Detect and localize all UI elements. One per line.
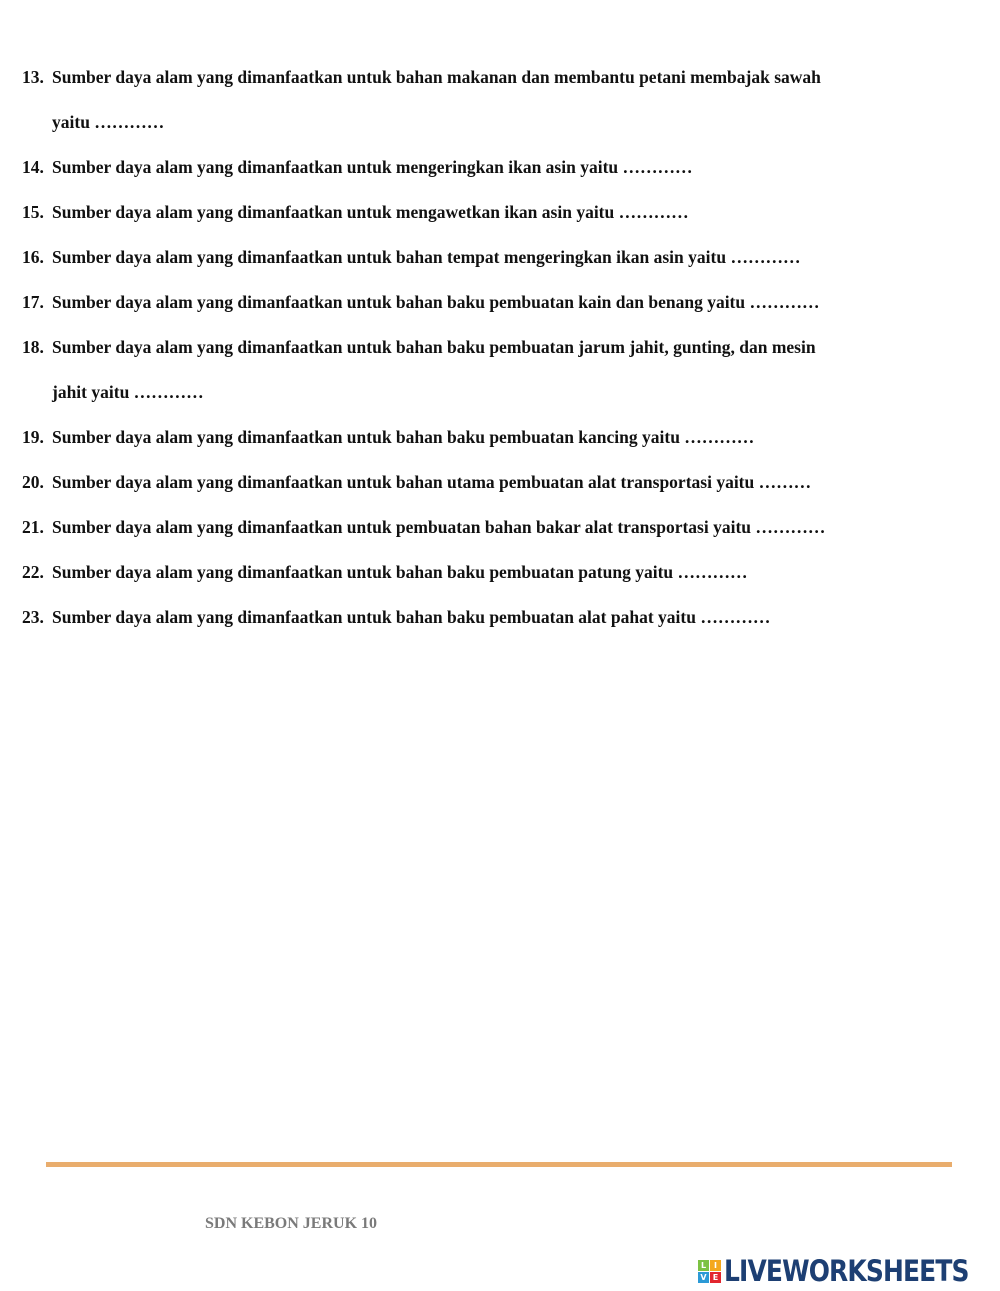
question-number: 22. — [22, 562, 44, 582]
question-item — [22, 334, 982, 379]
question-text: Sumber daya alam yang dimanfaatkan untuk pembuatan bahan bakar alat transportasi yaitu ………… — [52, 517, 826, 537]
question-item — [22, 244, 982, 289]
question-number: 16. — [22, 247, 44, 267]
question-text: yaitu ………… — [52, 112, 165, 132]
question-list — [22, 64, 982, 649]
question-text: Sumber daya alam yang dimanfaatkan untuk bahan utama pembuatan alat transportasi yaitu ……… — [52, 472, 812, 492]
question-item — [22, 64, 982, 109]
liveworksheets-logo — [698, 1254, 1000, 1288]
question-text: Sumber daya alam yang dimanfaatkan untuk mengeringkan ikan asin yaitu ………… — [52, 157, 693, 177]
question-number: 19. — [22, 427, 44, 447]
question-item — [22, 469, 982, 514]
question-number: 23. — [22, 607, 44, 627]
question-number: 20. — [22, 472, 44, 492]
question-text: Sumber daya alam yang dimanfaatkan untuk bahan baku pembuatan alat pahat yaitu ………… — [52, 607, 771, 627]
question-item — [22, 559, 982, 604]
question-number: 14. — [22, 157, 44, 177]
question-item — [22, 199, 982, 244]
question-number: 21. — [22, 517, 44, 537]
question-item — [22, 514, 982, 559]
question-item — [22, 424, 982, 469]
question-item — [22, 289, 982, 334]
question-item — [22, 154, 982, 199]
question-item-continuation — [22, 379, 982, 424]
question-number: 18. — [22, 337, 44, 357]
question-text: Sumber daya alam yang dimanfaatkan untuk bahan baku pembuatan kain dan benang yaitu ………… — [52, 292, 820, 312]
question-text: Sumber daya alam yang dimanfaatkan untuk mengawetkan ikan asin yaitu ………… — [52, 202, 689, 222]
school-name: SDN KEBON JERUK 10 — [205, 1215, 378, 1232]
question-text: Sumber daya alam yang dimanfaatkan untuk bahan baku pembuatan kancing yaitu ………… — [52, 427, 755, 447]
question-item-continuation — [22, 109, 982, 154]
question-number: 15. — [22, 202, 44, 222]
question-item — [22, 604, 982, 649]
brand-name: LIVEWORKSHEETS — [724, 1254, 969, 1288]
footer-divider — [46, 1162, 952, 1167]
question-text: Sumber daya alam yang dimanfaatkan untuk bahan makanan dan membantu petani membajak sawah — [52, 67, 821, 87]
question-text: Sumber daya alam yang dimanfaatkan untuk bahan baku pembuatan jarum jahit, gunting, dan mesin — [52, 337, 816, 357]
question-text: Sumber daya alam yang dimanfaatkan untuk bahan baku pembuatan patung yaitu ………… — [52, 562, 748, 582]
logo-blocks-icon: L I V E — [698, 1260, 721, 1283]
question-number: 17. — [22, 292, 44, 312]
question-text: jahit yaitu ………… — [52, 382, 204, 402]
question-text: Sumber daya alam yang dimanfaatkan untuk bahan tempat mengeringkan ikan asin yaitu ………… — [52, 247, 801, 267]
question-number: 13. — [22, 67, 44, 87]
